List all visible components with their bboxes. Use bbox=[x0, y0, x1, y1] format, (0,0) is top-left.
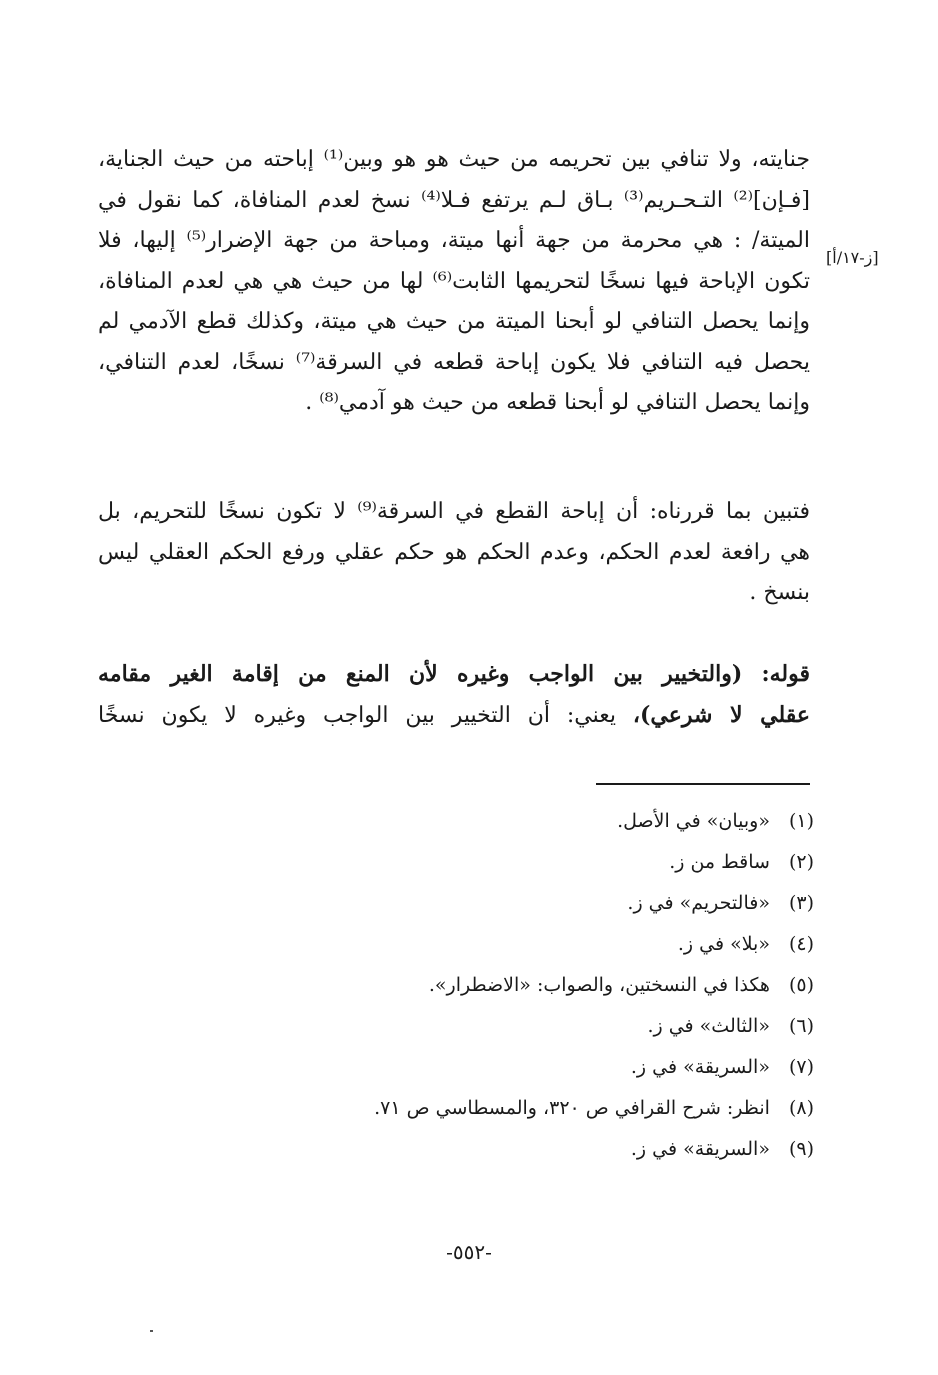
footnote-text: هكذا في النسختين، والصواب: «الاضطرار». bbox=[428, 974, 770, 996]
text-line: بنسخ . bbox=[749, 580, 810, 605]
footnote-item bbox=[374, 1047, 814, 1088]
text-line: هي رافعة لعدم الحكم، وعدم الحكم هو حكم عقلي ورفع الحكم العقلي ليس bbox=[98, 539, 810, 565]
text-line: جنايته، ولا تنافي بين تحريمه من حيث هو هو وبين⁽¹⁾ إباحته من حيث الجناية، bbox=[98, 147, 810, 172]
footnote-text: «وبيان» في الأصل. bbox=[617, 810, 770, 832]
footnote-text: «فالتحريم» في ز. bbox=[627, 892, 770, 914]
footnote-number: (٨) bbox=[788, 1097, 814, 1119]
footnote-number: (٦) bbox=[788, 1015, 814, 1037]
paragraph-main-1 bbox=[98, 140, 810, 424]
footnote-number: (١) bbox=[788, 810, 814, 832]
scan-speck bbox=[150, 1330, 153, 1332]
footnote-item bbox=[374, 883, 814, 924]
footnote-text: «السريقة» في ز. bbox=[630, 1056, 770, 1078]
footnote-separator bbox=[596, 783, 810, 785]
footnote-number: (٤) bbox=[788, 933, 814, 955]
footnote-number: (٢) bbox=[788, 851, 814, 873]
footnote-number: (٧) bbox=[788, 1056, 814, 1078]
footnote-item bbox=[374, 1006, 814, 1047]
footnote-item bbox=[374, 1088, 814, 1129]
footnote-number: (٥) bbox=[788, 974, 814, 996]
footnote-item bbox=[374, 1129, 814, 1170]
text-line: وإنما يحصل التنافي لو أبحنا الميتة من حيث هي ميتة، وكذلك قطع الآدمي لم bbox=[98, 309, 810, 334]
footnote-text: ساقط من ز. bbox=[669, 851, 770, 873]
footnote-text: انظر: شرح القرافي ص ٣٢٠، والمسطاسي ص ٧١. bbox=[374, 1097, 770, 1119]
footnote-text: «بلا» في ز. bbox=[677, 933, 770, 955]
footnote-text: «الثالث» في ز. bbox=[647, 1015, 770, 1037]
text-line: تكون الإباحة فيها نسخًا لتحريمها الثابت⁽⁶⁾ لها من حيث هي هي لعدم المنافاة، bbox=[98, 268, 810, 294]
footnote-item bbox=[374, 924, 814, 965]
footnote-item bbox=[374, 801, 814, 842]
text-line-bold: قوله: (والتخيير بين الواجب وغيره لأن المنع من إقامة الغير مقامه bbox=[98, 661, 810, 687]
text-line: الميتة/ : هي محرمة من جهة أنها ميتة، ومباحة من جهة الإضرار⁽⁵⁾ إليها، فلا bbox=[98, 228, 810, 253]
footnote-number: (٣) bbox=[788, 892, 814, 914]
text-line: وإنما يحصل التنافي لو أبحنا قطعه من حيث هو آدمي⁽⁸⁾ . bbox=[305, 390, 810, 415]
paragraph-main-3 bbox=[98, 654, 810, 736]
text-line bbox=[98, 695, 810, 737]
paragraph-main-2 bbox=[98, 492, 810, 614]
footnote-item bbox=[374, 842, 814, 883]
manuscript-margin-reference: [ز-١٧/أ] bbox=[826, 248, 879, 267]
page-number: -٥٥٢- bbox=[446, 1240, 492, 1264]
text-line: [فـإن]⁽²⁾ التـحـريم⁽³⁾ بـاق لـم يرتفع فـلا⁽⁴⁾ نسخ لعدم المنافاة، كما نقول في bbox=[98, 187, 810, 213]
footnote-item bbox=[374, 965, 814, 1006]
bold-quote-end: عقلي لا شرعي)، bbox=[632, 701, 810, 728]
footnote-number: (٩) bbox=[788, 1138, 814, 1160]
commentary-text: يعني: أن التخيير بين الواجب وغيره لا يكون نسخًا bbox=[98, 702, 633, 728]
text-line: يحصل فيه التنافي فلا يكون إباحة قطعه في السرقة⁽⁷⁾ نسخًا، لعدم التنافي، bbox=[98, 349, 810, 375]
footnotes bbox=[374, 801, 814, 1170]
footnote-text: «السريقة» في ز. bbox=[630, 1138, 770, 1160]
text-line: فتبين بما قررناه: أن إباحة القطع في السرقة⁽⁹⁾ لا تكون نسخًا للتحريم، بل bbox=[98, 499, 810, 524]
